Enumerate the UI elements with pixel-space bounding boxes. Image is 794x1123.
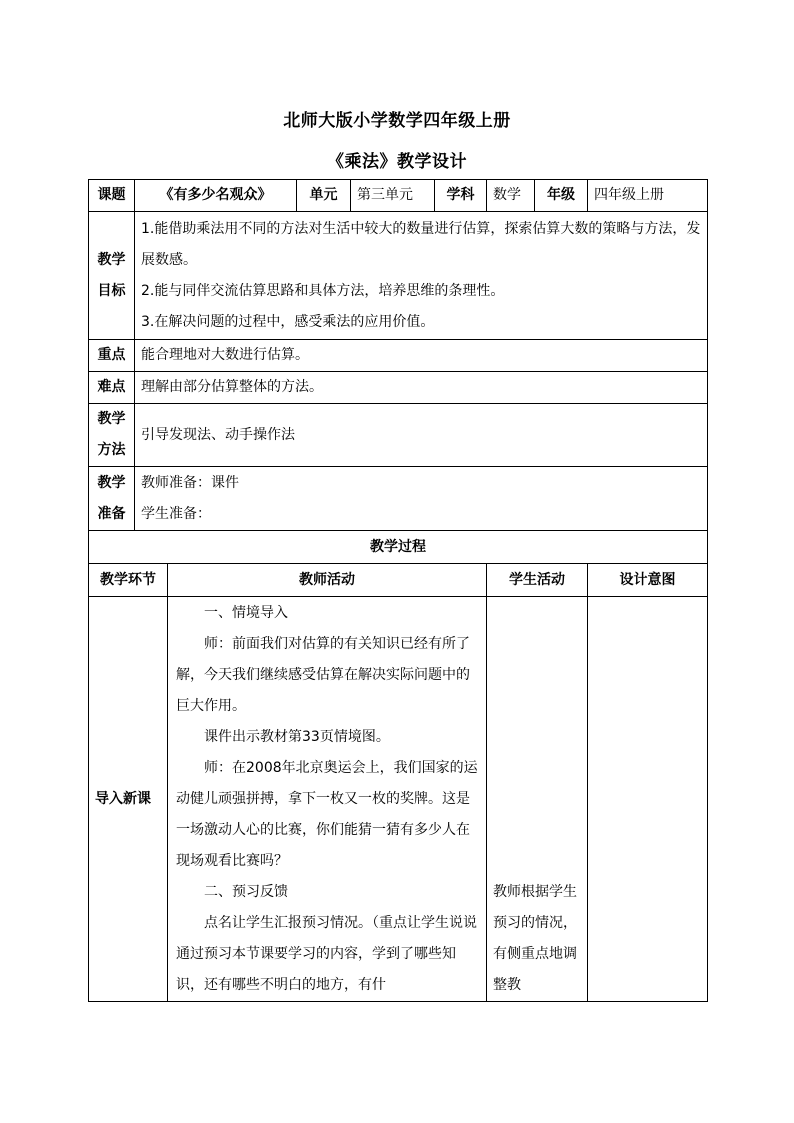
goals-label-line2: 目标: [97, 282, 126, 299]
document-title: 北师大版小学数学四年级上册: [283, 111, 511, 131]
methods-value: 引导发现法、动手操作法: [135, 404, 708, 467]
teacher-activity-cell: [168, 597, 487, 1002]
prep-label: [89, 467, 135, 531]
document-subtitle: 《乘法》教学设计: [327, 152, 467, 172]
teacher-line: 师：在2008年北京奥运会上，我们国家的运动健儿顽强拼搏，拿下一枚又一枚的奖牌。这是一场激动人心的比赛，你们能猜一猜有多少人在现场观看比赛吗？: [176, 759, 478, 869]
process-heading-row: [89, 531, 708, 564]
teacher-line: 二、预习反馈: [204, 883, 288, 900]
teacher-line: 一、情境导入: [204, 604, 288, 621]
difficulty-label: 难点: [89, 372, 135, 404]
teacher-line: 师：前面我们对估算的有关知识已经有所了解，今天我们继续感受估算在解决实际问题中的巨大作用。: [176, 635, 470, 714]
stage-cell: 导入新课: [89, 597, 168, 1002]
key-point-label: 重点: [89, 340, 135, 372]
goal-item: 3.在解决问题的过程中，感受乘法的应用价值。: [141, 314, 435, 330]
process-heading: 教学过程: [89, 531, 708, 564]
process-header-row: [89, 564, 708, 597]
goals-label: [89, 212, 135, 340]
process-row: [89, 597, 708, 1002]
goals-label-line1: 教学: [97, 251, 126, 268]
unit-label: 单元: [297, 180, 351, 212]
methods-label-line1: 教学: [97, 411, 126, 427]
grade-value: 四年级上册: [588, 180, 708, 212]
prep-student: 学生准备：: [141, 505, 211, 522]
lesson-value: 《有多少名观众》: [135, 180, 297, 212]
prep-label-line1: 教学: [97, 474, 126, 491]
methods-row: [89, 404, 708, 467]
subject-label: 学科: [435, 180, 487, 212]
col-stage-header: 教学环节: [89, 564, 168, 597]
goal-item: 2.能与同伴交流估算思路和具体方法，培养思维的条理性。: [141, 283, 505, 299]
subject-value: 数学: [487, 180, 535, 212]
grade-label: 年级: [535, 180, 588, 212]
prep-label-line2: 准备: [97, 505, 126, 522]
student-activity-cell: 教师根据学生预习的情况，有侧重点地调整教: [487, 597, 588, 1002]
methods-label: [89, 404, 135, 467]
lesson-plan-table: [88, 179, 708, 1002]
col-intent-header: 设计意图: [588, 564, 708, 597]
unit-value: 第三单元: [351, 180, 435, 212]
methods-label-line2: 方法: [97, 442, 126, 458]
teacher-line: 课件出示教材第33页情境图。: [204, 728, 390, 745]
col-teacher-header: 教师活动: [168, 564, 487, 597]
goals-content: [135, 212, 708, 340]
key-point-row: [89, 340, 708, 372]
col-student-header: 学生活动: [487, 564, 588, 597]
teacher-line: 点名让学生汇报预习情况。（重点让学生说说通过预习本节课要学习的内容，学到了哪些知识，还有哪些不明白的地方，有什: [176, 914, 477, 993]
goal-item: 1.能借助乘法用不同的方法对生活中较大的数量进行估算，探索估算大数的策略与方法，发展数感。: [141, 221, 701, 268]
prep-teacher: 教师准备：课件: [141, 474, 239, 491]
prep-row: [89, 467, 708, 531]
key-point-value: 能合理地对大数进行估算。: [135, 340, 708, 372]
difficulty-value: 理解由部分估算整体的方法。: [135, 372, 708, 404]
difficulty-row: [89, 372, 708, 404]
lesson-label: 课题: [89, 180, 135, 212]
goals-row: [89, 212, 708, 340]
prep-content: [135, 467, 708, 531]
design-intent-cell: [588, 597, 708, 1002]
info-row: [89, 180, 708, 212]
